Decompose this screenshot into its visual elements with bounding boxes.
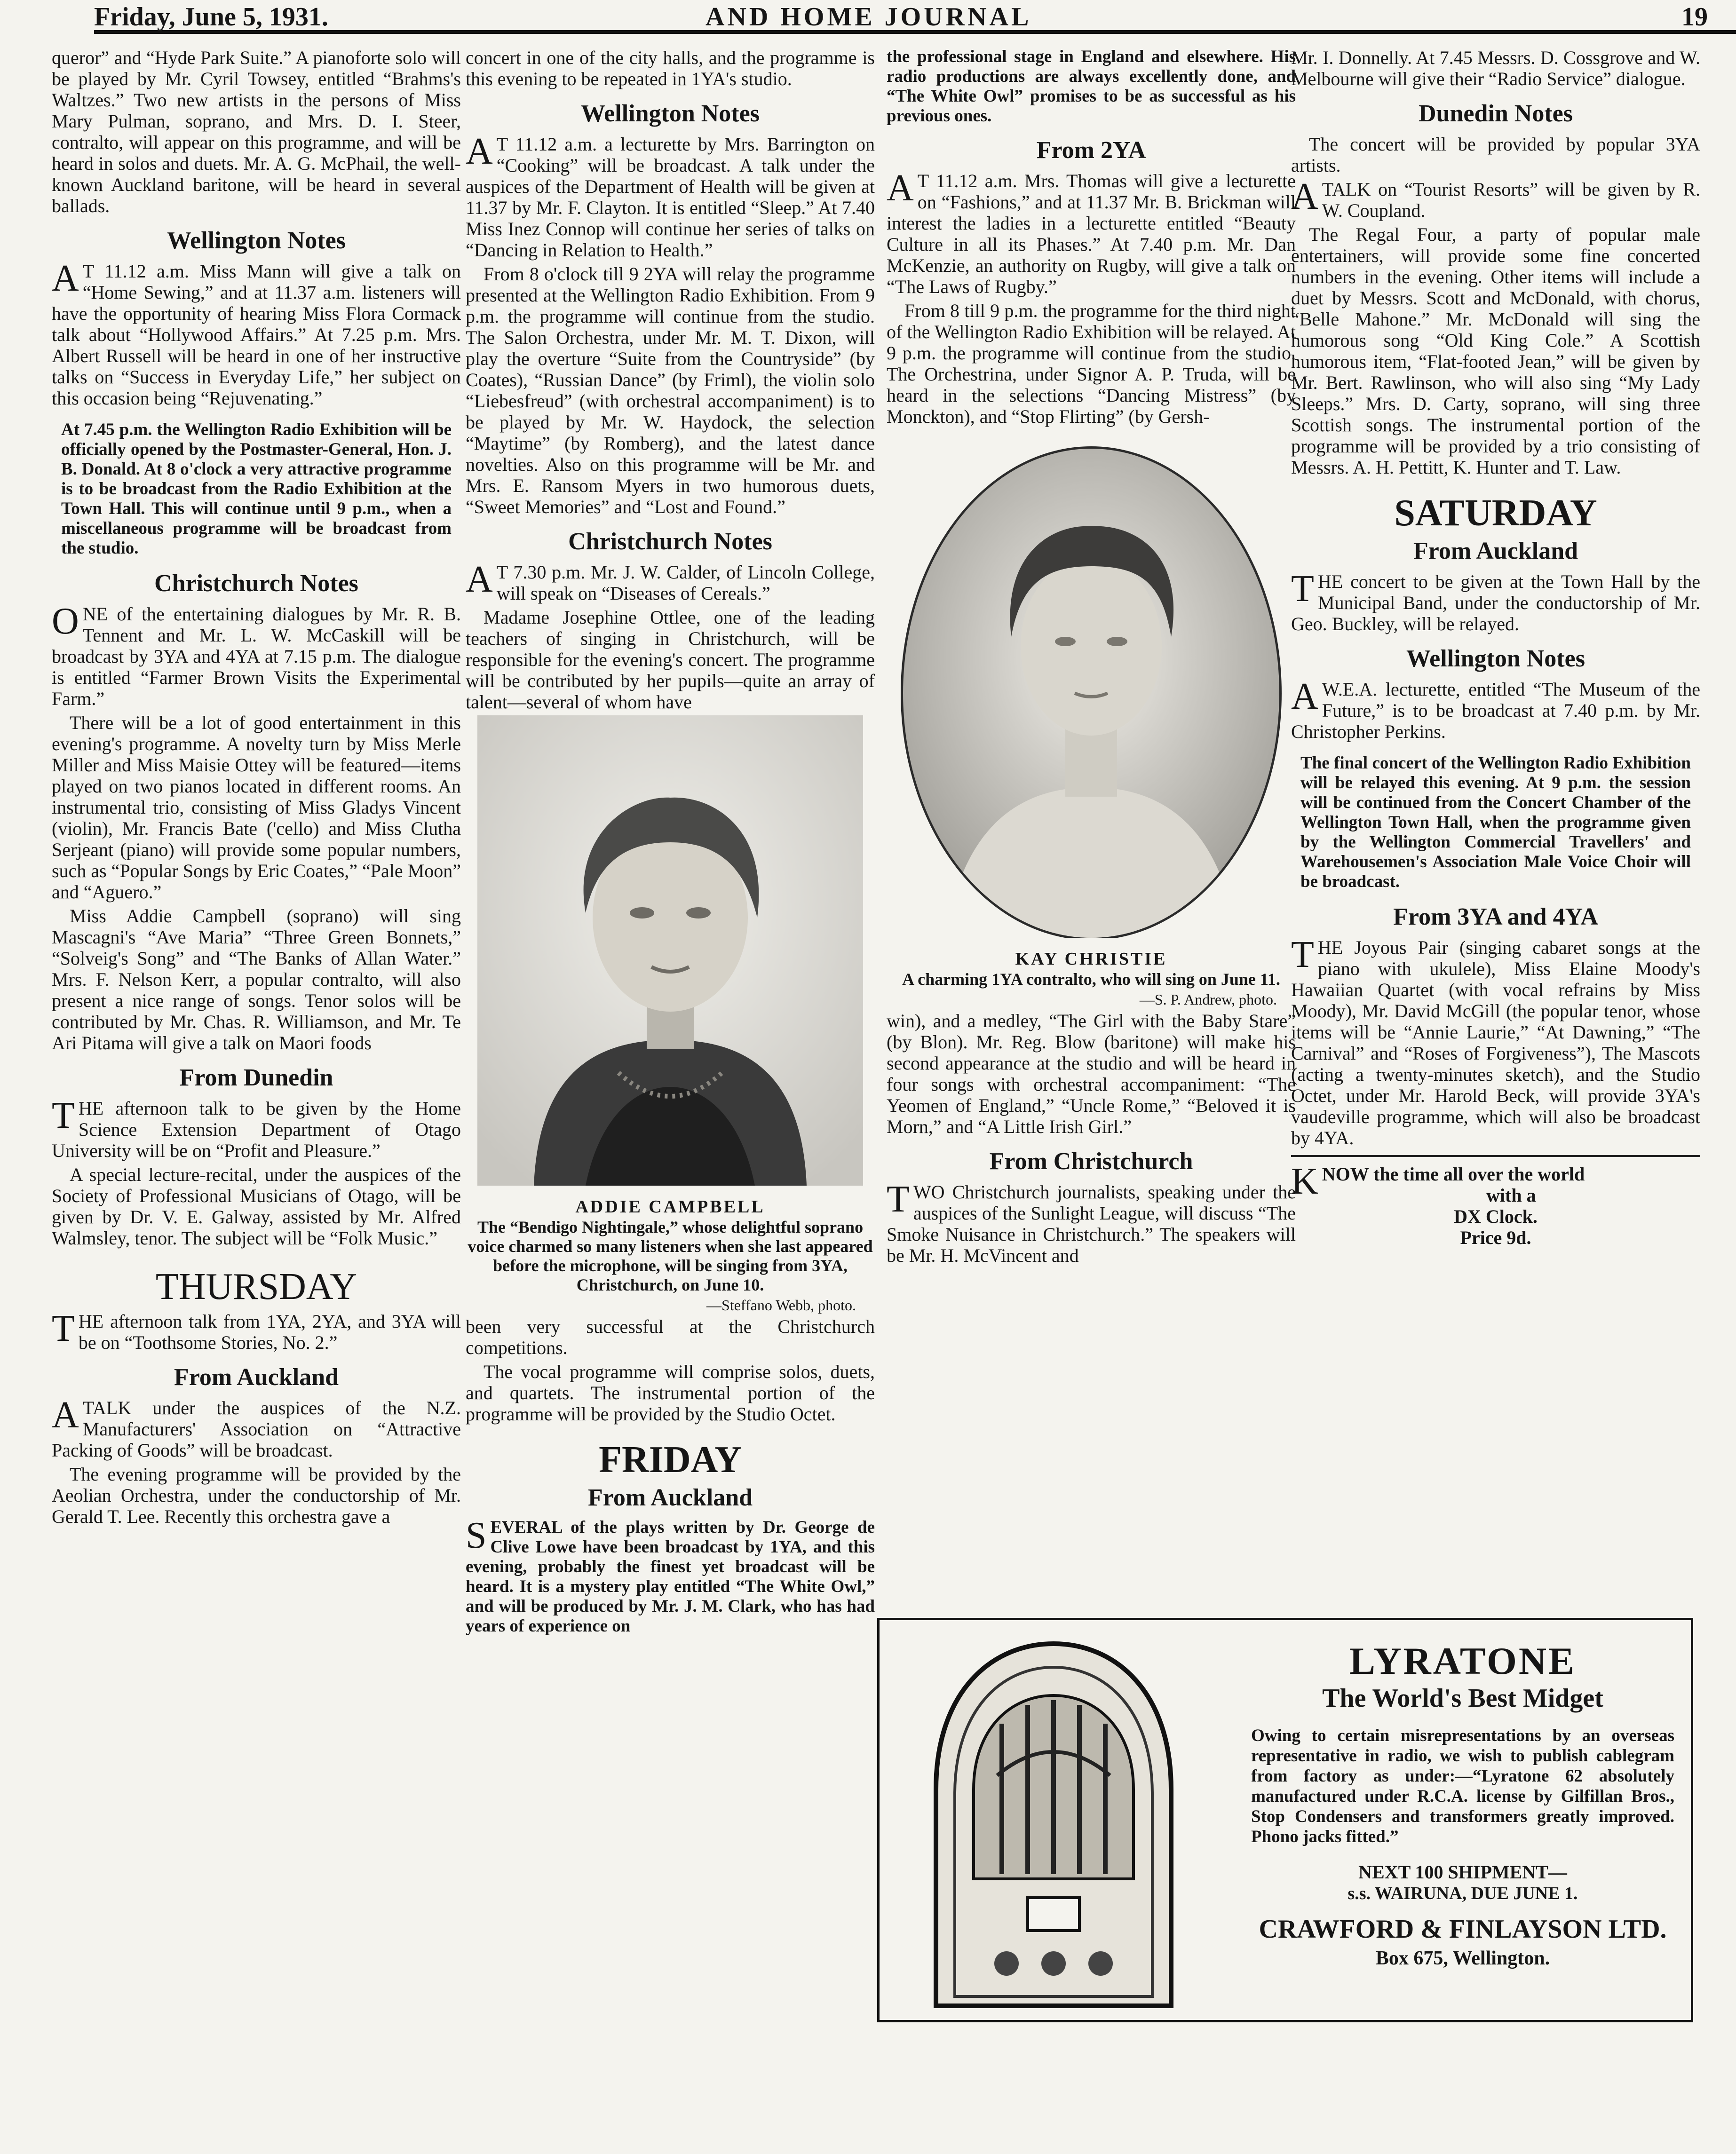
article-paragraph: The vocal programme will comprise solos, duets, and quartets. The instrumental portion of the programme will be provided by the Studio Octet. [466,1361,875,1425]
drop-cap: O [52,601,79,642]
article-paragraph: ATALK on “Tourist Resorts” will be given by R. W. Coupland. [1291,176,1700,221]
advert-copy [1251,1639,1674,1970]
advert-shipment: NEXT 100 SHIPMENT— [1358,1861,1567,1883]
article-paragraph: THE concert to be given at the Town Hall by the Municipal Band, under the conductorship of Mr. Geo. Buckley, will be relayed. [1291,568,1700,634]
article-paragraph: The evening programme will be provided by the Aeolian Orchestra, under the conductorship of Mr. Gerald T. Lee. Recently this orchestra gave a [52,1464,461,1527]
drop-cap: K [1291,1161,1318,1202]
article-paragraph: THE Joyous Pair (singing cabaret songs at the piano with ukulele), Miss Elaine Moody's Hawaiian Quartet (with vocal refrains by Miss Moody), Mr. David McGill (the popular tenor, whose items will be “Annie Laurie,” “At Dawning,” “The Carnival” and “Roses of Forgiveness”), The Mascots (acting a twenty-minutes sketch), and the Studio Octet, under Mr. Harold Beck, will provide 3YA's vaudeville programme, which will also be broadcast by 4YA. [1291,934,1700,1148]
section-heading: Wellington Notes [167,227,346,254]
article-paragraph: THE afternoon talk from 1YA, 2YA, and 3YA will be on “Toothsome Stories, No. 2.” [52,1308,461,1353]
article-paragraph: Miss Addie Campbell (soprano) will sing Mascagni's “Ave Maria” “Three Green Bonnets,” “Solveig's Song” and “The Banks of Allan Water.” Mrs. F. Nelson Kerr, a popular contralto, will also present a nice range of songs. Tenor solos will be contributed by Mr. Chas. R. Williamson, and Mr. Te Ari Pitama will give a talk on Maori foods [52,905,461,1053]
section-heading: From Auckland [587,1484,753,1511]
column-1 [52,47,461,1530]
drop-cap: A [1291,176,1318,217]
article-paragraph: SEVERAL of the plays written by Dr. George de Clive Lowe have been broadcast by 1YA, and this evening, probably the finest yet broadcast will be heard. It is a mystery play entitled “The White Owl,” and will be produced by Mr. J. M. Clark, who has had years of experience on [466,1515,875,1636]
day-heading: THURSDAY [155,1266,357,1307]
photo-caption: The “Bendigo Nightingale,” whose delightful soprano voice charmed so many listeners when she last appeared before the microphone, will be singing from 3YA, Christchurch, on June 10. [468,1218,873,1294]
portrait-photo [887,430,1296,1010]
column-2 [466,47,875,1639]
article-paragraph: There will be a lot of good entertainment in this evening's programme. A novelty turn by Miss Merle Miller and Miss Maisie Ottey will be featured—items played on two pianos located in different rooms. An instrumental trio, consisting of Miss Gladys Vincent (violin), Mr. Francis Bate ('cello) and Miss Clutha Serjeant (piano) will provide some popular numbers, such as “Popular Songs by Eric Coates,” “Pale Moon” and “Aguero.” [52,712,461,903]
article-paragraph: TWO Christchurch journalists, speaking under the auspices of the Sunlight League, will discuss “The Smoke Nuisance in Christchurch.” The speakers will be Mr. H. McVincent and [887,1179,1296,1266]
photo-credit: —S. P. Andrew, photo. [1139,991,1277,1008]
article-paragraph: A W.E.A. lecturette, entitled “The Museum of the Future,” is to be broadcast at 7.40 p.m. by Mr. Christopher Perkins. [1291,676,1700,742]
advert-vessel: s.s. WAIRUNA, DUE JUNE 1. [1348,1884,1578,1903]
advert-body: Owing to certain misrepresentations by an overseas representative in radio, we wish to publish cablegram from factory as under:—“Lyratone 62 absolutely manufactured under R.C.A. license by Gilfillan Bros., Stop Condensers and transformers greatly improved. Phono jacks fitted.” [1251,1726,1674,1846]
issue-date: Friday, June 5, 1931. [94,2,328,32]
article-paragraph: A T 11.12 a.m. a lecturette by Mrs. Barrington on “Cooking” will be broadcast. A talk under the auspices of the Department of Health will be given at 11.37 by Mr. F. Clayton. It is entitled “Sleep.” At 7.40 Miss Inez Connop will continue her series of talks on “Dancing in Relation to Health.” [466,131,875,261]
column-4 [1291,47,1700,1248]
section-heading: Dunedin Notes [1419,100,1573,127]
section-heading: From Auckland [174,1364,339,1391]
lyratone-advertisement [877,1618,1693,2022]
day-heading: SATURDAY [1394,492,1597,534]
clock-line: DX Clock. [1454,1206,1538,1227]
clock-advert [1291,1161,1700,1248]
article-paragraph: The concert will be provided by popular 3YA artists. [1291,134,1700,176]
article-paragraph: A T 7.30 p.m. Mr. J. W. Calder, of Lincoln College, will speak on “Diseases of Cereals.” [466,559,875,604]
page-number: 19 [1681,2,1708,32]
publication-title: AND HOME JOURNAL [705,2,1032,32]
drop-cap: A [887,167,914,209]
portrait-image [477,715,863,1186]
article-paragraph: The Regal Four, a party of popular male entertainers, will provide some fine concerted numbers in the evening. Other items will include a duet by Messrs. Scott and McDonald, with chorus, “Belle Mahone.” Mr. McDonald will sing the humorous song “Old King Cole.” A Scottish humorous item, “Flat-footed Jean,” will be given by Mr. Bert. Rawlinson, who will also sing “My Lady Sleeps.” Mrs. D. Carty, soprano, will sing three Scottish songs. The instrumental portion of the programme will be provided by a trio consisting of Messrs. A. H. Pettitt, K. Hunter and T. Law. [1291,224,1700,478]
drop-cap: S [466,1515,487,1556]
section-heading: From Christchurch [989,1148,1193,1175]
drop-cap: A [52,258,79,299]
article-paragraph: been very successful at the Christchurch competitions. [466,1316,875,1358]
article-paragraph: From 8 o'clock till 9 2YA will relay the programme presented at the Wellington Radio Exhibition. From 9 p.m. the programme will continue from the studio. The Salon Orchestra, under Mr. M. T. Dixon, will play the overture “Suite from the Countryside” (by Coates), “Russian Dance” (by Friml), the violin solo “Liebesfreud” (with orchestral accompaniment) is to be played by Mr. W. Haydock, the selection “Maytime” (by Romberg), and the latest dance novelties. Also on this programme will be Mr. and Mrs. E. Ransom Myers in two humorous duets, “Sweet Memories” and “Lost and Found.” [466,263,875,517]
article-paragraph: A T 11.12 a.m. Mrs. Thomas will give a lecturette on “Fashions,” and at 11.37 Mr. B. Brickman will interest the ladies in a lecturette entitled “Beauty Culture in all its Phases.” At 7.40 p.m. Mr. Dan McKenzie, an authority on Rugby, will give a talk on “The Laws of Rugby.” [887,167,1296,297]
day-heading: FRIDAY [599,1439,742,1481]
section-heading: From 2YA [1036,137,1146,164]
advert-address: Box 675, Wellington. [1375,1948,1550,1969]
drop-cap: A [466,131,493,172]
section-heading: Christchurch Notes [568,528,772,555]
column-3 [887,47,1296,1269]
masthead [94,0,1736,34]
article-continuation: concert in one of the city halls, and the programme is this evening to be repeated in 1YA's studio. [466,47,875,89]
drop-cap: T [887,1179,910,1220]
clock-line: NOW the time all over the world [1322,1164,1585,1185]
photo-name: ADDIE CAMPBELL [575,1197,765,1217]
article-paragraph: THE afternoon talk to be given by the Home Science Extension Department of Otago University will be on “Profit and Pleasure.” [52,1095,461,1161]
drop-cap: T [1291,568,1314,610]
drop-cap: A [1291,676,1318,717]
photo-credit: —Steffano Webb, photo. [706,1297,856,1314]
portrait-image [889,430,1293,938]
advert-brand: LYRATONE [1349,1639,1576,1682]
article-paragraph: Madame Josephine Ottlee, one of the leading teachers of singing in Christchurch, will be responsible for the evening's concert. The programme will be contributed by her pupils—quite an array of talent—several of whom have [466,607,875,713]
section-heading: From 3YA and 4YA [1393,903,1598,930]
article-paragraph: ONE of the entertaining dialogues by Mr. R. B. Tennent and Mr. L. W. McCaskill will be broadcast by 3YA and 4YA at 7.15 p.m. The dialogue is entitled “Farmer Brown Visits the Experimental Farm.” [52,601,461,709]
article-paragraph: A special lecture-recital, under the auspices of the Society of Professional Musicians of Otago, will be given by Dr. V. E. Galway, assisted by Mr. Alfred Walmsley, tenor. The subject will be “Folk Music.” [52,1164,461,1249]
radio-set-illustration [927,1634,1181,2011]
drop-cap: A [52,1394,79,1436]
advert-tagline: The World's Best Midget [1322,1684,1603,1713]
portrait-photo [466,715,875,1316]
advert-company: CRAWFORD & FINLAYSON LTD. [1259,1915,1667,1944]
section-heading: Wellington Notes [1406,645,1585,672]
photo-name: KAY CHRISTIE [1015,949,1167,969]
bold-notice: The final concert of the Wellington Radio Exhibition will be relayed this evening. At 9 p.m. the session will be continued from the Concert Chamber of the Wellington Town Hall, when the programme given by the Wellington Commercial Travellers' and Warehousemen's Association Male Voice Choir will be broadcast. [1300,753,1691,891]
section-heading: From Dunedin [179,1064,333,1091]
article-continuation: queror” and “Hyde Park Suite.” A pianoforte solo will be played by Mr. Cyril Towsey, entitled “Brahms's Waltzes.” Two new artists in the persons of Miss Mary Pulman, soprano, and Mrs. D. I. Steer, contralto, will appear on this programme, and will be heard in solos and duets. Mr. A. G. McPhail, the well-known Auckland baritone, will be heard in several ballads. [52,47,461,216]
drop-cap: A [466,559,493,600]
divider [1291,1155,1700,1157]
article-paragraph: From 8 till 9 p.m. the programme for the third night of the Wellington Radio Exhibition will be relayed. At 9 p.m. the programme will continue from the studio. The Orchestrina, under Signor A. P. Truda, will be heard in the selections “Dancing Mistress” (by Monckton), and “Stop Flirting” (by Gersh- [887,300,1296,427]
section-heading: From Auckland [1413,538,1578,564]
article-paragraph: win), and a medley, “The Girl with the Baby Stare” (by Blon). Mr. Reg. Blow (baritone) will make his second appearance at the studio and will be heard in four songs with orchestral accompaniment: “The Yeomen of England,” “Uncle Rome,” “Beloved it is Morn,” and “A Little Irish Girl.” [887,1010,1296,1137]
article-continuation: Mr. I. Donnelly. At 7.45 Messrs. D. Cossgrove and W. Melbourne will give their “Radio Service” dialogue. [1291,47,1700,89]
section-heading: Christchurch Notes [154,570,358,597]
article-paragraph: ATALK under the auspices of the N.Z. Manufacturers' Association on “Attractive Packing of Goods” will be broadcast. [52,1394,461,1461]
bold-notice: At 7.45 p.m. the Wellington Radio Exhibition will be officially opened by the Postmaster-General, Hon. J. B. Donald. At 8 o'clock a very attractive programme is to be broadcast from the Radio Exhibition at the Town Hall. This will continue until 9 p.m., when a miscellaneous programme will be broadcast from the studio. [61,420,452,558]
article-continuation: the professional stage in England and elsewhere. His radio productions are always excellently done, and “The White Owl” promises to be as successful as his previous ones. [887,47,1296,126]
article-paragraph: A T 11.12 a.m. Miss Mann will give a talk on “Home Sewing,” and at 11.37 a.m. listeners will have the opportunity of hearing Miss Flora Cormack talk about “Hollywood Affairs.” At 7.25 p.m. Mrs. Albert Russell will be heard in one of her instructive talks on “Success in Everyday Life,” her subject on this occasion being “Rejuvenating.” [52,258,461,409]
clock-price: Price 9d. [1460,1227,1531,1248]
drop-cap: T [52,1095,75,1136]
drop-cap: T [52,1308,75,1349]
clock-line: with a [1486,1185,1536,1206]
section-heading: Wellington Notes [581,100,760,127]
photo-caption: A charming 1YA contralto, who will sing on June 11. [902,970,1280,989]
drop-cap: T [1291,934,1314,975]
